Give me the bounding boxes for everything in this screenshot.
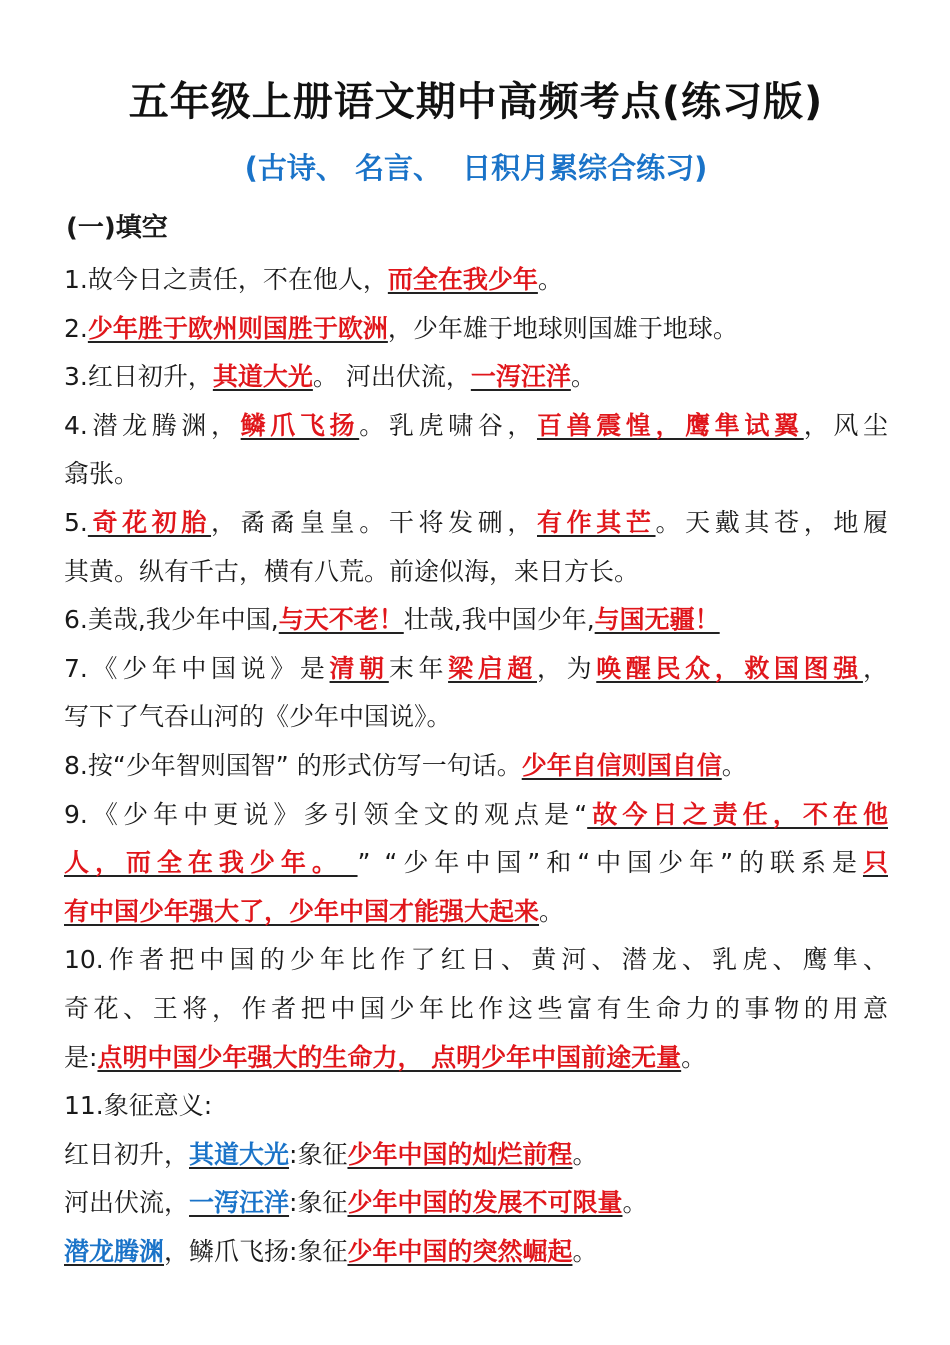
line-text: 8.按“少年智则国智” 的形式仿写一句话。 — [64, 750, 522, 780]
answer-text-blue: 一泻汪洋 — [189, 1188, 290, 1218]
line-text: ” “少年中国”和“中国少年”的联系是 — [357, 848, 863, 878]
line-text: 其黄。纵有千古，横有八荒。前途似海，来日方长。 — [64, 556, 640, 586]
exercise-line — [64, 1082, 888, 1131]
line-text: 末年 — [388, 653, 449, 683]
answer-text-red: 而全在我少年 — [387, 265, 538, 294]
line-text: 。 — [721, 750, 747, 780]
answer-text-red: 与国无疆！ — [594, 605, 720, 635]
answer-text-red: 有中国少年强大了，少年中国才能强大起来 — [64, 896, 540, 926]
line-text: 。 — [570, 362, 596, 392]
line-text: ，矞矞皇皇。干将发硎， — [211, 507, 537, 537]
line-text: 。天戴其苍，地履 — [655, 507, 888, 537]
exercise-line — [64, 693, 888, 742]
exercise-line — [64, 888, 888, 937]
exercise-line — [64, 256, 888, 305]
line-text: 翕张。 — [64, 459, 140, 489]
exercise-line — [64, 353, 888, 402]
answer-text-red: 清朝 — [329, 653, 389, 683]
answer-text-red: 奇花初胎 — [87, 507, 212, 537]
exercise-body — [64, 256, 888, 1276]
answer-text-red: 有作其芒 — [537, 507, 656, 537]
line-text: 2. — [64, 313, 88, 343]
answer-text-red: 唤醒民众，救国图强 — [596, 653, 863, 683]
line-text: ，风尘 — [803, 410, 888, 440]
page-title: 五年级上册语文期中高频考点(练习版) — [128, 79, 824, 125]
line-text: 。 河出伏流， — [312, 362, 471, 392]
line-text: 是: — [64, 1042, 98, 1072]
section-heading: (一)填空 — [66, 213, 168, 243]
line-text: 写下了气吞山河的《少年中国说》。 — [64, 702, 452, 732]
answer-text-red: 其道大光 — [212, 362, 313, 392]
line-text: 。 — [572, 1236, 598, 1266]
line-text: 1.故今日之责任，不在他人， — [64, 265, 388, 294]
answer-text-red: 与天不老！ — [278, 605, 404, 635]
exercise-line — [64, 791, 888, 840]
line-text: 。 — [681, 1042, 707, 1072]
exercise-line — [64, 839, 888, 888]
line-text: 壮哉,我中国少年, — [403, 605, 595, 635]
answer-text-red: 少年中国的突然崛起 — [347, 1236, 573, 1266]
exercise-line — [64, 645, 888, 694]
line-text: 红日初升， — [64, 1139, 190, 1169]
line-text: 。乳虎啸谷， — [359, 410, 537, 440]
answer-text-red: 人，而全在我少年。 — [64, 848, 358, 878]
line-text: 4.潜龙腾渊， — [64, 410, 241, 440]
exercise-line — [64, 548, 888, 597]
line-text: 10.作者把中国的少年比作了红日、黄河、潜龙、乳虎、鹰隼、 — [64, 945, 888, 975]
line-text: 。 — [622, 1188, 648, 1218]
line-text: 3.红日初升， — [64, 362, 213, 392]
answer-text-blue: 潜龙腾渊 — [64, 1236, 165, 1266]
line-text: ，少年雄于地球则国雄于地球。 — [387, 313, 738, 343]
line-text: 。 — [539, 896, 565, 926]
line-text: 6.美哉,我少年中国, — [64, 605, 279, 635]
answer-text-red: 少年中国的发展不可限量 — [347, 1188, 623, 1218]
line-text: 。 — [572, 1139, 598, 1169]
answer-text-red: 故今日之责任，不在他 — [587, 799, 888, 829]
answer-text-red: 少年自信则国自信 — [521, 750, 722, 780]
line-text: 河出伏流， — [64, 1188, 190, 1218]
answer-text-red: 少年胜于欧州则国胜于欧洲 — [87, 313, 388, 343]
line-text: 5. — [64, 507, 88, 537]
exercise-line — [64, 1179, 888, 1228]
answer-text-red: 鳞爪飞扬 — [240, 410, 360, 440]
exercise-line — [64, 1131, 888, 1180]
line-text: 。 — [537, 265, 563, 294]
exercise-line — [64, 1228, 888, 1277]
line-text: ，为 — [536, 653, 597, 683]
answer-text-red: 只 — [862, 848, 888, 878]
exercise-line — [64, 450, 888, 499]
exercise-line — [64, 305, 888, 354]
line-text: :象征 — [289, 1188, 348, 1218]
exercise-line — [64, 936, 888, 985]
exercise-line — [64, 499, 888, 548]
exercise-line — [64, 402, 888, 451]
line-text: 9.《少年中更说》多引领全文的观点是“ — [64, 799, 588, 829]
line-text: 7.《少年中国说》是 — [64, 653, 330, 683]
exercise-line — [64, 985, 888, 1034]
line-text: ， — [862, 653, 888, 683]
answer-text-red: 百兽震惶，鹰隼试翼 — [536, 410, 804, 440]
exercise-line — [64, 742, 888, 791]
answer-text-red: 少年中国的灿烂前程 — [347, 1139, 573, 1169]
answer-text-red: 梁启超 — [448, 653, 537, 683]
exercise-line — [64, 1034, 888, 1083]
line-text: 11.象征意义: — [64, 1091, 213, 1121]
answer-text-blue: 其道大光 — [189, 1139, 290, 1169]
line-text: 奇花、王将，作者把中国少年比作这些富有生命力的事物的用意 — [64, 993, 888, 1023]
line-text: ，鳞爪飞扬:象征 — [164, 1236, 348, 1266]
exercise-line — [64, 596, 888, 645]
answer-text-red: 点明中国少年强大的生命力， 点明少年中国前途无量 — [97, 1042, 682, 1072]
answer-text-red: 一泻汪洋 — [470, 362, 571, 392]
line-text: :象征 — [289, 1139, 348, 1169]
page-subtitle: (古诗、 名言、 日积月累综合练习) — [244, 151, 708, 185]
